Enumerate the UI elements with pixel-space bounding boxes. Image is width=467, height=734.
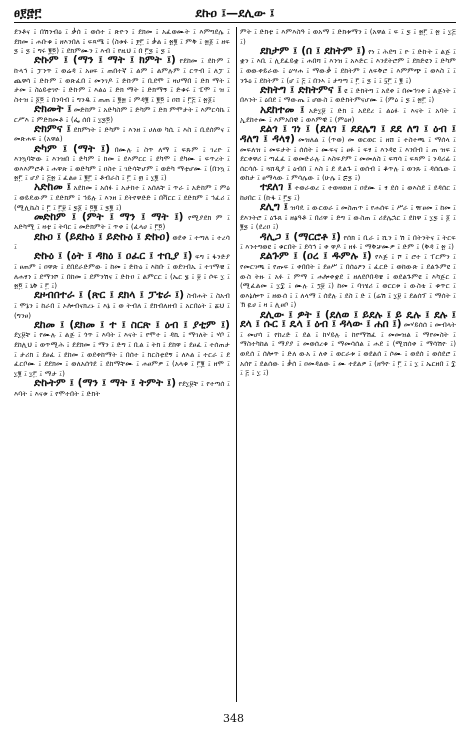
entry-definition: የሚያደክ ም ፤ አድካሚ ፤ ዛቲ ፤ ትባር ፤ መድክምት ፤ ጥቀ ፤ (ፈላሀ ፤ ፫፬) [14,212,230,232]
entry-definition: በሙሉ ፤ ስጥ ለማ ፤ ፍጹም ፤ ገረዮ ፤ እንኳባቸው ፤ እንዝበ ፤ ድካም ፤ ከመ ፤ ደእምርር ፤ ደካሞ ፤ ደካሙ ፤ ፍጥረት ፤ ወእእምሮቶ ፤ ሐዋጵ ፤ ወድካም ፤ ዐስተ ፤ ገድሳቸሆም ፤ ወድካ ማቲሆሙ ፤ (በንኳ ፤ ፳፫ ፤ ሆያ ፤ ፭፳ ፤ ፈልፀ ፤ ፪፫ ፤ ቶብራስ ፤ ፫ ፤ ፴ ፤ ፲፪ ፤) [14,144,230,183]
entry-definition: መድከም ፤ አድካስም ፤ ድካም ፤ ድክ ምሞታት ፤ እምርሳኬ ፤ ርሥእ ፤ ምድክመቶ ፤ (ፌ ሰበ ፤ ፲፯፬) [14,104,230,124]
entry-headword: ደከመ ፤ (ደክመ ፤ ተ ፤ ስርጽ ፤ ዕብ ፤ ያቲም ፤) [34,318,230,331]
dictionary-entry [240,230,456,252]
dictionary-entry [14,318,230,379]
dictionary-entry [14,291,230,320]
dictionary-entry [240,203,456,232]
entry-headword: ዳሊጋ ፤ (ማርሮቶ ፤) [260,230,341,243]
entry-definition: ደንቶና ፤ በሽንብዕ ፤ ቃሰ ፤ ወሰተ ፤ ጽዮን ፤ ደክመ ፤ አፈወሙት ፤ እምግደሌ ፤ ደክመ ፤ ሐቡቁ ፤ ዘእንበለ ፤ ፍጻሜ ፤ (ስቱፉ ፤ ፻፫ ፤ ቃል ፤ ፳፪ ፤ ምቅ ፤ ፳፩ ፤ ዘፍ ፯ ፤ ፯ ፤ ግሩ ፪፬) ፤ ደክምሙን ፤ እብ ፤ የዚህ ፤ በ ፫፯ ፤ ፯ ፤ [14,27,230,56]
entry-headword: ደሊው ፤ ዎት ፤ (ደለወ ፤ ይደሉ ፤ ይ ዴሉ ፤ ደሉ ፤ ደላ ፤ ሱር ፤ ዴላ ፤ ዕብ ፤ ዳላው ፤ ሐበ ፤) [240,308,456,331]
entry-headword: ድክመት ፤ [34,102,72,115]
entry-definition: ደ፲፱ቸ ፤ የሙሉ ፤ ልጅ ፤ ጎጥ ፤ እባት ፤ እናት ፤ የሞተ ፤ ዳኪ ፤ ማገለት ፤ ሃቦ ፤ ደከሊህ ፤ ወጥሚሕ ፤ ደደክመ ፤ ማን ፤ ድግ ፤ ቢል ፤ ትክ ፤ ደከዋ ፤ ደፀፈ ፤ ተሰጠታ ፤ ታሪክ ፤ ደፀፈ ፤ ደከመ ፤ ወደቀከማት ፤ በሰተ ፤ ክርስቲደኝ ፤ ለእል ፤ ተርራ ፤ ደ ፈርቦሙ ፤ ደደክመ ፤ ወለአሰጎደ ፤ ደከማቸሙ ፤ ሐፀምዎ ፤ (አላቁ ፤ ፫፪ ፤ ዘሞ ፤ ፲፪ ፤ ፲፫ ፤ ማታ ፤) [14,330,230,378]
entry-headword: ደክታም ፤ (በ ፤ ደከትም ፤) [260,44,366,57]
entry-definition: የደ፲፱ቸ ፤ የተጣሰ ፤ እባት ፤ እናቱ ፤ የሞተበት ፤ ድክት [14,378,230,398]
dictionary-entry [14,210,230,232]
entry-headword: ደዞብበተራ ፤ (ጽር ፤ ደክላ ፤ ፓቴራ ፤) [34,289,185,302]
entry-definition: ምት ፤ ድክቲ ፤ እምእስዓ ፤ ወአማ ፤ ድክቱማን ፤ (አዋል ፤ ፍ ፤ ፯ ፤ ፳፫ ፤ ፳ ፤ ፲፭ ፤) [240,27,456,46]
dictionary-entry [14,122,230,144]
entry-headword: ድኩዕ ፤ (ዕት ፤ ዳክዕ ፤ ዐፈር ፤ ተቢያ ፤) [34,250,193,263]
dictionary-entry [14,183,230,212]
entry-definition: ዝባዴ ፤ ውርወራ ፤ መስጠጥ ፤ የሐሰፍ ፤ ሥራ ፤ ዥፀመ ፤ ከመ ፤ ደእንትሮ ፤ ዕጉጸ ፤ ዘፅዓቶ ፤ በሪዋ ፤ ድግ ፤ ውስጠ ፤ ሪደሌኋር ፤ ደከዋ ፤ ፲፯ ፤ ፩ ፤ ፪፯ ፤ (ደረዐ ፤) [240,203,456,232]
entry-headword: አድከመ ፤ [34,181,71,194]
dictionary-entry [240,44,456,85]
entry-definition: ተወራወረ ፤ ተወዛወዘ ፤ ዐደሙ ፤ ፃ ደሰ ፤ ወእስደ ፤ ደዳሰር ፤ ከሀበር ፤ (ኩፋ ፤ ፫፯ ፤) [240,183,456,203]
dictionary-entry [14,252,230,290]
entry-definition: ስብሐት ፤ ስአብ ፤ ሞኔን ፤ ከራበ ፤ ኦሎብናክረኑ ፤ እኔ ፤ ወ ትብለ ፤ ደክብለዘብ ፤ አርበዕት ፤ ፚህ ፤ (ግንፀ) [14,291,230,320]
entry-headword: ድኩትም ፤ (ማን ፤ ማት ፤ ትምት ፤) [34,376,177,389]
dictionary-entry [14,376,230,398]
entry-headword: ተደለገ ፤ [260,181,292,194]
entry-headword: ደሊግ ፤ [260,201,288,214]
page-number: 348 [223,712,244,725]
entry-definition: መዝለል ፤ (ጥወ) መ ወርወር ፤ ዘሸ ፤ ተስተጫ ፤ ማሰላ ፤ መፍለዝ ፤ መፍታት ፤ ሰሰት ፤ ሙፍና ፤ ፀፉ ፤ ፍፃ ፤ እንዳዩ ፤ እንበብ ፤ ጠ ዝፍ ፤ ደርቀዋሪ ፤ ጣፈፈ ፤ ወመድራሉ ፤ እስፍያም ፤ መመለስ ፤ ፍሻሳ ፤ ፍጻም ፤ ንዳሪፊ ፤ ሰርሳሱ ፤ ጓሸዲያ ፤ ዕብበ ፤ እስ ፤ ደ ዴልጉ ፤ ወሰብ ፤ ቆጥሉ ፤ ወንጹ ፤ ዳሰሴው ፤ ወከታ ፤ ፀማላው ፤ ምሳሌው ፤ (ሁሌ ፤ ፷፯ ፤) [240,134,456,183]
dictionary-entry [240,183,456,202]
running-title: ደኩዐ ፤—ደሊው ፤ [195,6,275,20]
entry-headword: መድከም ፤ (ምት ፤ ማን ፤ ማት ፤) [34,210,184,223]
entry-headword: ድኩም ፤ (ማን ፤ ማት ፤ ክምት ፤) [34,54,176,67]
dictionary-entry [14,230,230,252]
dictionary-entry [240,252,456,310]
dictionary-entry [240,83,456,105]
entry-definition: መሃይሰሰ ፤ መብላት ፤ መሆሳ ፤ የከረድ ፤ ደል ፤ ከሃይሉ ፤ ከየማሽፈ ፤ መመዝል ፤ ማየመስት ፤ ማስተካከል ፤ ማያያ ፤ መወሰረቁ ፤ ማመሳሰል ፤ ሐደ ፤ (ሚሸሰቀ ፤ ማሳሽዮ ፤) ወዴሰ ፤ ሰሎጥ ፤ ድለ ውአ ፤ ለቀ ፤ ወርራቱ ፤ ወደልሰ ፤ ሶሙ ፤ ወደሰ ፤ ወሰደሮ ፤ አሰየ ፤ ደልሰው ፤ ቃሰ ፤ ዐመዳልው ፤ ሙ ተደልዎ ፤ (ዘዓዮ ፤ ፫ ፤ ፤ ፲ ፤ ኤርዘበ ፤ ፰ ፤ ፭ ፤ ፲ ፤) [240,320,456,378]
left-column [14,27,230,702]
dictionary-entry [240,27,456,46]
entry-definition: ፍግ ፤ ፋንድያ ፤ ፀጠም ፤ ዐዋጽ ፤ ደበደራድምው ፤ ከመ ፤ ድኩዕ ፤ እከቡ ፤ ወደገብኡ ፤ ተገማቼ ፤ ለሐፃን ፤ ደማንሾ ፤ በከመ ፤ ደምንሽና ፤ ድኩዐ ፤ ልምርር ፤ (ኤር ፮ ፤ ፱ ፤ ሶፍ ፲ ፤ ፳፬ ፤ ኒቅ ፤ ፫ ፤) [14,252,230,291]
entry-headword: ድክትግ ፤ ድክትምና ፤ [260,83,342,96]
entry-definition: የነ ፤ ሕደግ ፤ ዮ ፤ ድኩት ፤ ልጅ ፤ ቋን ፤ እቢ ፤ ሊደፈይቋ ፤ ሐበሻ ፤ እንዝ ፤ አእድር ፤ እንደትሮም ፤ ደክድዩን ፤ ድካም ፤ ወውቀይራው ፤ ዕሣሐ ፤ ማውቃ ፤ ደከትም ፤ ለፍቅሮ ፤ እምምጭ ፤ ወእስ ፤ ፤ ንጉዕ ፤ ደከትም ፤ (ሆ ፤ ፭ ፤ በንኣ ፤ ታግጣ ፤ ፫ ፤ ፯ ፤ ፤ ፶፫ ፤ ፪ ፤) [240,46,456,85]
right-column [240,27,456,702]
entry-definition: የእጅ ፤ ሾ ፤ ሮተ ፤ ፐርምን ፤ የመርገጫ ፤ የጡፍ ፤ ቀበበት ፤ ደፀሥ ፤ በሰዕዖን ፤ ፈርድ ፤ ወከውጽ ፤ ደልጕምዩ ፤ ውስ ትዙ ፤ አፉ ፤ ምማ ፤ ሐሎቀቋደ ፤ ዘለደቦበዳቼ ፤ ወደልጉምዩ ፤ እካጅር ፤ (ሚፈልመ ፤ ፲፰ ፤ ሙሉ ፤ ፺፱ ፤) ከመ ፤ ባገሄሪ ፤ ወርርቱ ፤ ውስቴ ፤ ቁጥር ፤ ወእኔሎጥ ፤ ዘውሰ ፤ ፤ ለላማ ፤ ሰደሉ ፤ ደስ ፤ ድ ፤ (ሬሽ ፤ ፲፱ ፤ ደልሰፕ ፤ ማሰት ፤ ኽ ዪሀ ፤ ዛ ፤ ሊፀቦ ፤) [240,252,456,310]
entry-definition: ዩ ፤ ድክትግ ፤ አደቀ ፤ በመኅገቀ ፤ ልጅነት ፤ በእንት ፤ ዕበደ ፤ ማውጤ ፤ ሆውስ ፤ ወድክትምናሆሙ ፤ (ምዕ ፤ ፯ ፤ ፳፫ ፤) [240,85,456,105]
dictionary-entry [14,56,230,104]
dictionary-entry [240,125,456,183]
entry-headword: ድክምና ፤ [34,122,71,135]
entry-definition: የደከመ ፤ ደኩም ፤ ኩላኅ ፤ ፓንጥ ፤ ወሬዳ ፤ አፀፍ ፤ ጠበተኛ ፤ ልም ፤ ልምሉም ፤ ርጥብ ፤ ለፓ ፤ ጨዋሳ ፤ ድኩም ፤ ወጽፈበ ፤ መንገዶ ፤ ድኩም ፤ ቢደሞ ፤ ዛሀማበ ፤ ድክ ማት ፤ ታመ ፤ ስዕይቲገዮ ፤ ድኩም ፤ እልዕ ፤ ድክ ማት ፤ ድክማኝ ፤ ድቁሩ ፤ ፒሞ ፤ ዝ ፤ ስተዝ ፤ ፩፬ ፤ በንባብ ፤ ግንዱ ፤ ጠጠ ፤ ፪፳ ፤ ምዳ፪ ፤ ፪፬ ፤ ዐሸ ፤ ፫፭ ፤ ፳፩፤ [14,56,230,104]
entry-definition: የሰክ ፤ ቢራ ፤ ሺን ፤ ሽ ፤ በትንትና ፤ ትርፍ ፤ እንተግወዩ ፤ ቁርበት ፤ ደሳኅ ፤ ቀ ዋዶ ፤ ዘፉ ፤ ማቅቻሙዎ ፤ ድም ፤ (ቅዳ ፤ ፳ ፤) [240,232,456,252]
entry-headword: ደኩዐ ፤ (ይደኩዕ ፤ ይድኩዕ ፤ ድኩዐ) [34,230,170,243]
header-rule [14,22,456,23]
dictionary-entry [240,103,456,125]
dictionary-entry [14,102,230,124]
entry-definition: አደከመ ፤ አሰፉ ፤ አታከተ ፤ አሰለቸ ፤ ጥራ ፤ አድከም ፤ ምዕ ፤ ወይዴውም ፤ ደድክም ፤ ኅይሉ ፤ እንዘ ፤ ደትየዋድድ ፤ በቫርር ፤ ደድክም ፤ ኅፈሪ ፤ (ሚሊኬስ ፤ ፫ ፤ ፫፱ ፤ ፯፩ ፤ ፬፪ ፤ ፯፪ ፤) [14,183,230,212]
entry-headword: ደልጉም ፤ (ዐረ ፤ ዱምሉ ፤) [260,250,372,263]
entry-headword: ድካም ፤ (ማት ፤) [34,142,111,155]
entry-headword: አደከተመ ፤ [260,103,305,116]
entry-definition: አድ፲፱ ፤ ድክ ፤ አደደረ ፤ ልዕፉ ፤ እናት ፤ አባት ፤ ኢደከተሙ ፤ እምአበዊ ፤ ወእምዊ ፤ (ምዕዞ) [240,105,456,125]
dictionary-entry [14,27,230,56]
entry-headword: ደልጎ ፤ ገነ ፤ (ደለገ ፤ ደደሌግ ፤ ደደ ለግ ፤ ዕብ ፤ ዳለግ ፤ ዳላፃ) [240,123,456,145]
dictionary-entry [14,142,230,183]
section-mark: ፀ፻፸፫ [14,6,42,20]
entry-definition: ደክምነት ፤ ድካም ፤ እንዘ ፤ ሀለወ ካሲ ፤ እስ ፤ ቢደሰምና ፤ መጽሐፍ ፤ (አዋል) [14,124,230,144]
dictionary-entry [240,308,456,378]
column-divider [236,27,237,702]
entry-definition: ወደቀ ፤ ተጣለ ፤ ተረሳ ፤ [14,232,230,252]
